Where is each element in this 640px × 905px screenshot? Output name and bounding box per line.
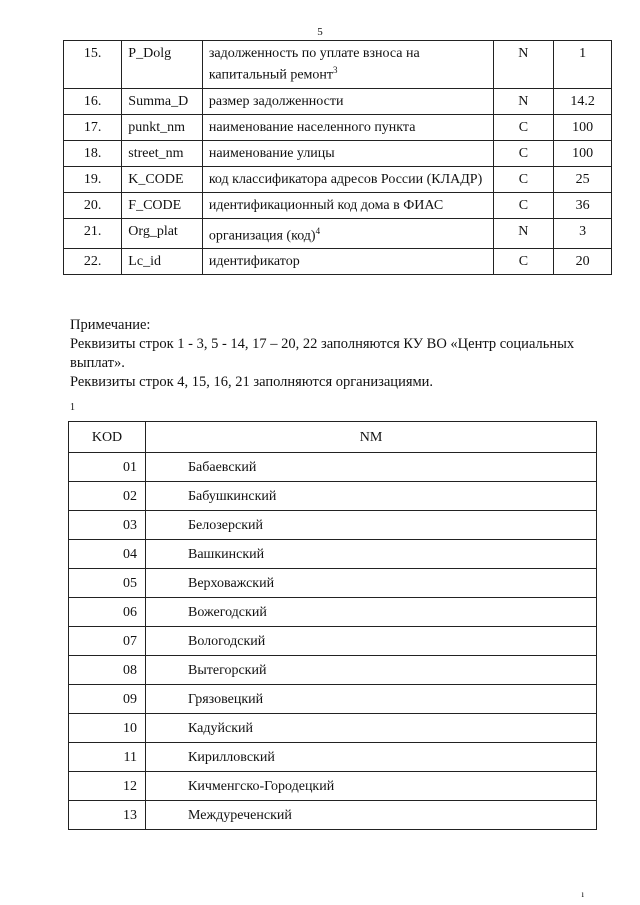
header-kod: KOD	[69, 422, 146, 453]
field-length-cell	[554, 249, 612, 275]
district-code: 09	[69, 685, 146, 714]
district-row	[69, 453, 597, 482]
field-row	[64, 88, 612, 114]
district-code: 11	[69, 743, 146, 772]
field-type: N	[518, 93, 529, 109]
field-length-cell	[554, 192, 612, 218]
field-length: 100	[572, 145, 594, 161]
field-name: F_CODE	[128, 197, 182, 213]
field-row	[64, 249, 612, 275]
field-number: 22.	[83, 254, 102, 270]
field-description-cell	[202, 192, 493, 218]
districts-table	[68, 421, 597, 830]
district-row	[69, 656, 597, 685]
field-description-cell	[202, 218, 493, 249]
district-code: 04	[69, 540, 146, 569]
field-type-cell	[493, 140, 554, 166]
fields-table	[63, 40, 612, 275]
field-row	[64, 41, 612, 89]
field-number-cell	[64, 218, 122, 249]
footnote-ref: 3	[333, 65, 338, 75]
field-type: C	[518, 145, 529, 161]
district-row	[69, 772, 597, 801]
field-number: 20.	[83, 197, 102, 213]
field-type-cell	[493, 218, 554, 249]
field-length: 20	[575, 254, 590, 270]
field-name-cell	[122, 88, 203, 114]
field-description-cell	[202, 88, 493, 114]
field-number-cell	[64, 166, 122, 192]
field-name: Org_plat	[128, 223, 178, 239]
field-type-cell	[493, 166, 554, 192]
field-type: C	[518, 254, 529, 270]
note-line-1: Реквизиты строк 1 - 3, 5 - 14, 17 – 20, 22 заполняются КУ ВО «Центр социальных выплат».	[70, 336, 575, 371]
field-number-cell	[64, 140, 122, 166]
district-code: 02	[69, 482, 146, 511]
field-type: C	[518, 171, 529, 187]
district-code: 13	[69, 801, 146, 830]
districts-header-row	[69, 422, 597, 453]
footnote-ref: 4	[315, 225, 321, 236]
district-code: 08	[69, 656, 146, 685]
field-name: punkt_nm	[128, 119, 186, 135]
district-code: 01	[69, 453, 146, 482]
field-type-cell	[493, 192, 554, 218]
field-number-cell	[64, 88, 122, 114]
field-description-cell	[202, 41, 493, 89]
district-row	[69, 743, 597, 772]
note-title: Примечание:	[70, 317, 151, 333]
district-name: Вологодский	[146, 627, 597, 656]
field-length: 3	[579, 223, 587, 239]
field-description: задолженность по уплате взноса на капитальный ремонт	[208, 46, 420, 83]
district-code: 05	[69, 569, 146, 598]
field-number: 19.	[83, 171, 102, 187]
district-code: 12	[69, 772, 146, 801]
field-number: 21.	[83, 223, 102, 239]
footnote-mark: 1	[70, 402, 75, 413]
district-code: 07	[69, 627, 146, 656]
field-row	[64, 140, 612, 166]
field-type-cell	[493, 41, 554, 89]
district-name: Кичменгско-Городецкий	[146, 772, 597, 801]
field-length-cell	[554, 114, 612, 140]
district-row	[69, 714, 597, 743]
district-row	[69, 627, 597, 656]
note-block	[70, 316, 615, 392]
field-length: 36	[575, 197, 590, 213]
field-length: 100	[572, 119, 594, 135]
field-description-cell	[202, 140, 493, 166]
field-type-cell	[493, 249, 554, 275]
field-name-cell	[122, 41, 203, 89]
header-nm: NM	[146, 422, 597, 453]
field-number: 17.	[83, 119, 102, 135]
field-type: N	[518, 223, 529, 239]
field-description: идентификационный код дома в ФИАС	[208, 197, 444, 213]
district-name: Кирилловский	[146, 743, 597, 772]
field-row	[64, 114, 612, 140]
field-length-cell	[554, 166, 612, 192]
field-name: Lc_id	[128, 254, 161, 270]
note-line-2: Реквизиты строк 4, 15, 16, 21 заполняются организациями.	[70, 374, 434, 390]
field-description: организация (код)	[208, 228, 316, 244]
district-row	[69, 569, 597, 598]
district-row	[69, 801, 597, 830]
field-description: идентификатор	[208, 254, 300, 270]
field-name: K_CODE	[128, 171, 184, 187]
field-length: 1	[579, 46, 587, 61]
field-number-cell	[64, 249, 122, 275]
field-description: размер задолженности	[208, 93, 344, 109]
field-row	[64, 218, 612, 249]
corner-mark: ı	[581, 889, 584, 899]
district-name: Междуреченский	[146, 801, 597, 830]
field-row	[64, 192, 612, 218]
field-description-cell	[202, 114, 493, 140]
field-type-cell	[493, 88, 554, 114]
district-name: Вашкинский	[146, 540, 597, 569]
field-length-cell	[554, 218, 612, 249]
district-name: Вытегорский	[146, 656, 597, 685]
field-number-cell	[64, 41, 122, 89]
field-name-cell	[122, 249, 203, 275]
field-name-cell	[122, 114, 203, 140]
field-type: C	[518, 197, 529, 213]
field-description: наименование населенного пункта	[208, 119, 416, 135]
district-row	[69, 540, 597, 569]
field-length-cell	[554, 41, 612, 89]
field-description-cell	[202, 166, 493, 192]
field-number-cell	[64, 192, 122, 218]
district-row	[69, 598, 597, 627]
field-length: 14.2	[570, 93, 595, 109]
district-name: Бабаевский	[146, 453, 597, 482]
district-row	[69, 685, 597, 714]
field-name: Summa_D	[128, 93, 189, 109]
page-number: 5	[317, 26, 323, 38]
field-length: 25	[575, 171, 590, 187]
district-name: Вожегодский	[146, 598, 597, 627]
field-number: 15.	[83, 46, 102, 61]
field-number: 18.	[83, 145, 102, 161]
field-length-cell	[554, 88, 612, 114]
field-description: код классификатора адресов России (КЛАДР)	[208, 171, 483, 187]
field-description-cell	[202, 249, 493, 275]
field-type: C	[518, 119, 529, 135]
district-code: 06	[69, 598, 146, 627]
field-type-cell	[493, 114, 554, 140]
field-name-cell	[122, 218, 203, 249]
district-code: 10	[69, 714, 146, 743]
district-row	[69, 482, 597, 511]
field-row	[64, 166, 612, 192]
district-row	[69, 511, 597, 540]
district-name: Грязовецкий	[146, 685, 597, 714]
field-name: P_Dolg	[128, 46, 172, 61]
district-name: Бабушкинский	[146, 482, 597, 511]
field-number-cell	[64, 114, 122, 140]
district-code: 03	[69, 511, 146, 540]
field-type: N	[518, 46, 529, 61]
field-name-cell	[122, 192, 203, 218]
district-name: Верховажский	[146, 569, 597, 598]
field-name-cell	[122, 140, 203, 166]
district-name: Белозерский	[146, 511, 597, 540]
field-description: наименование улицы	[208, 145, 335, 161]
field-name-cell	[122, 166, 203, 192]
field-length-cell	[554, 140, 612, 166]
district-name: Кадуйский	[146, 714, 597, 743]
field-name: street_nm	[128, 145, 184, 161]
field-number: 16.	[83, 93, 102, 109]
